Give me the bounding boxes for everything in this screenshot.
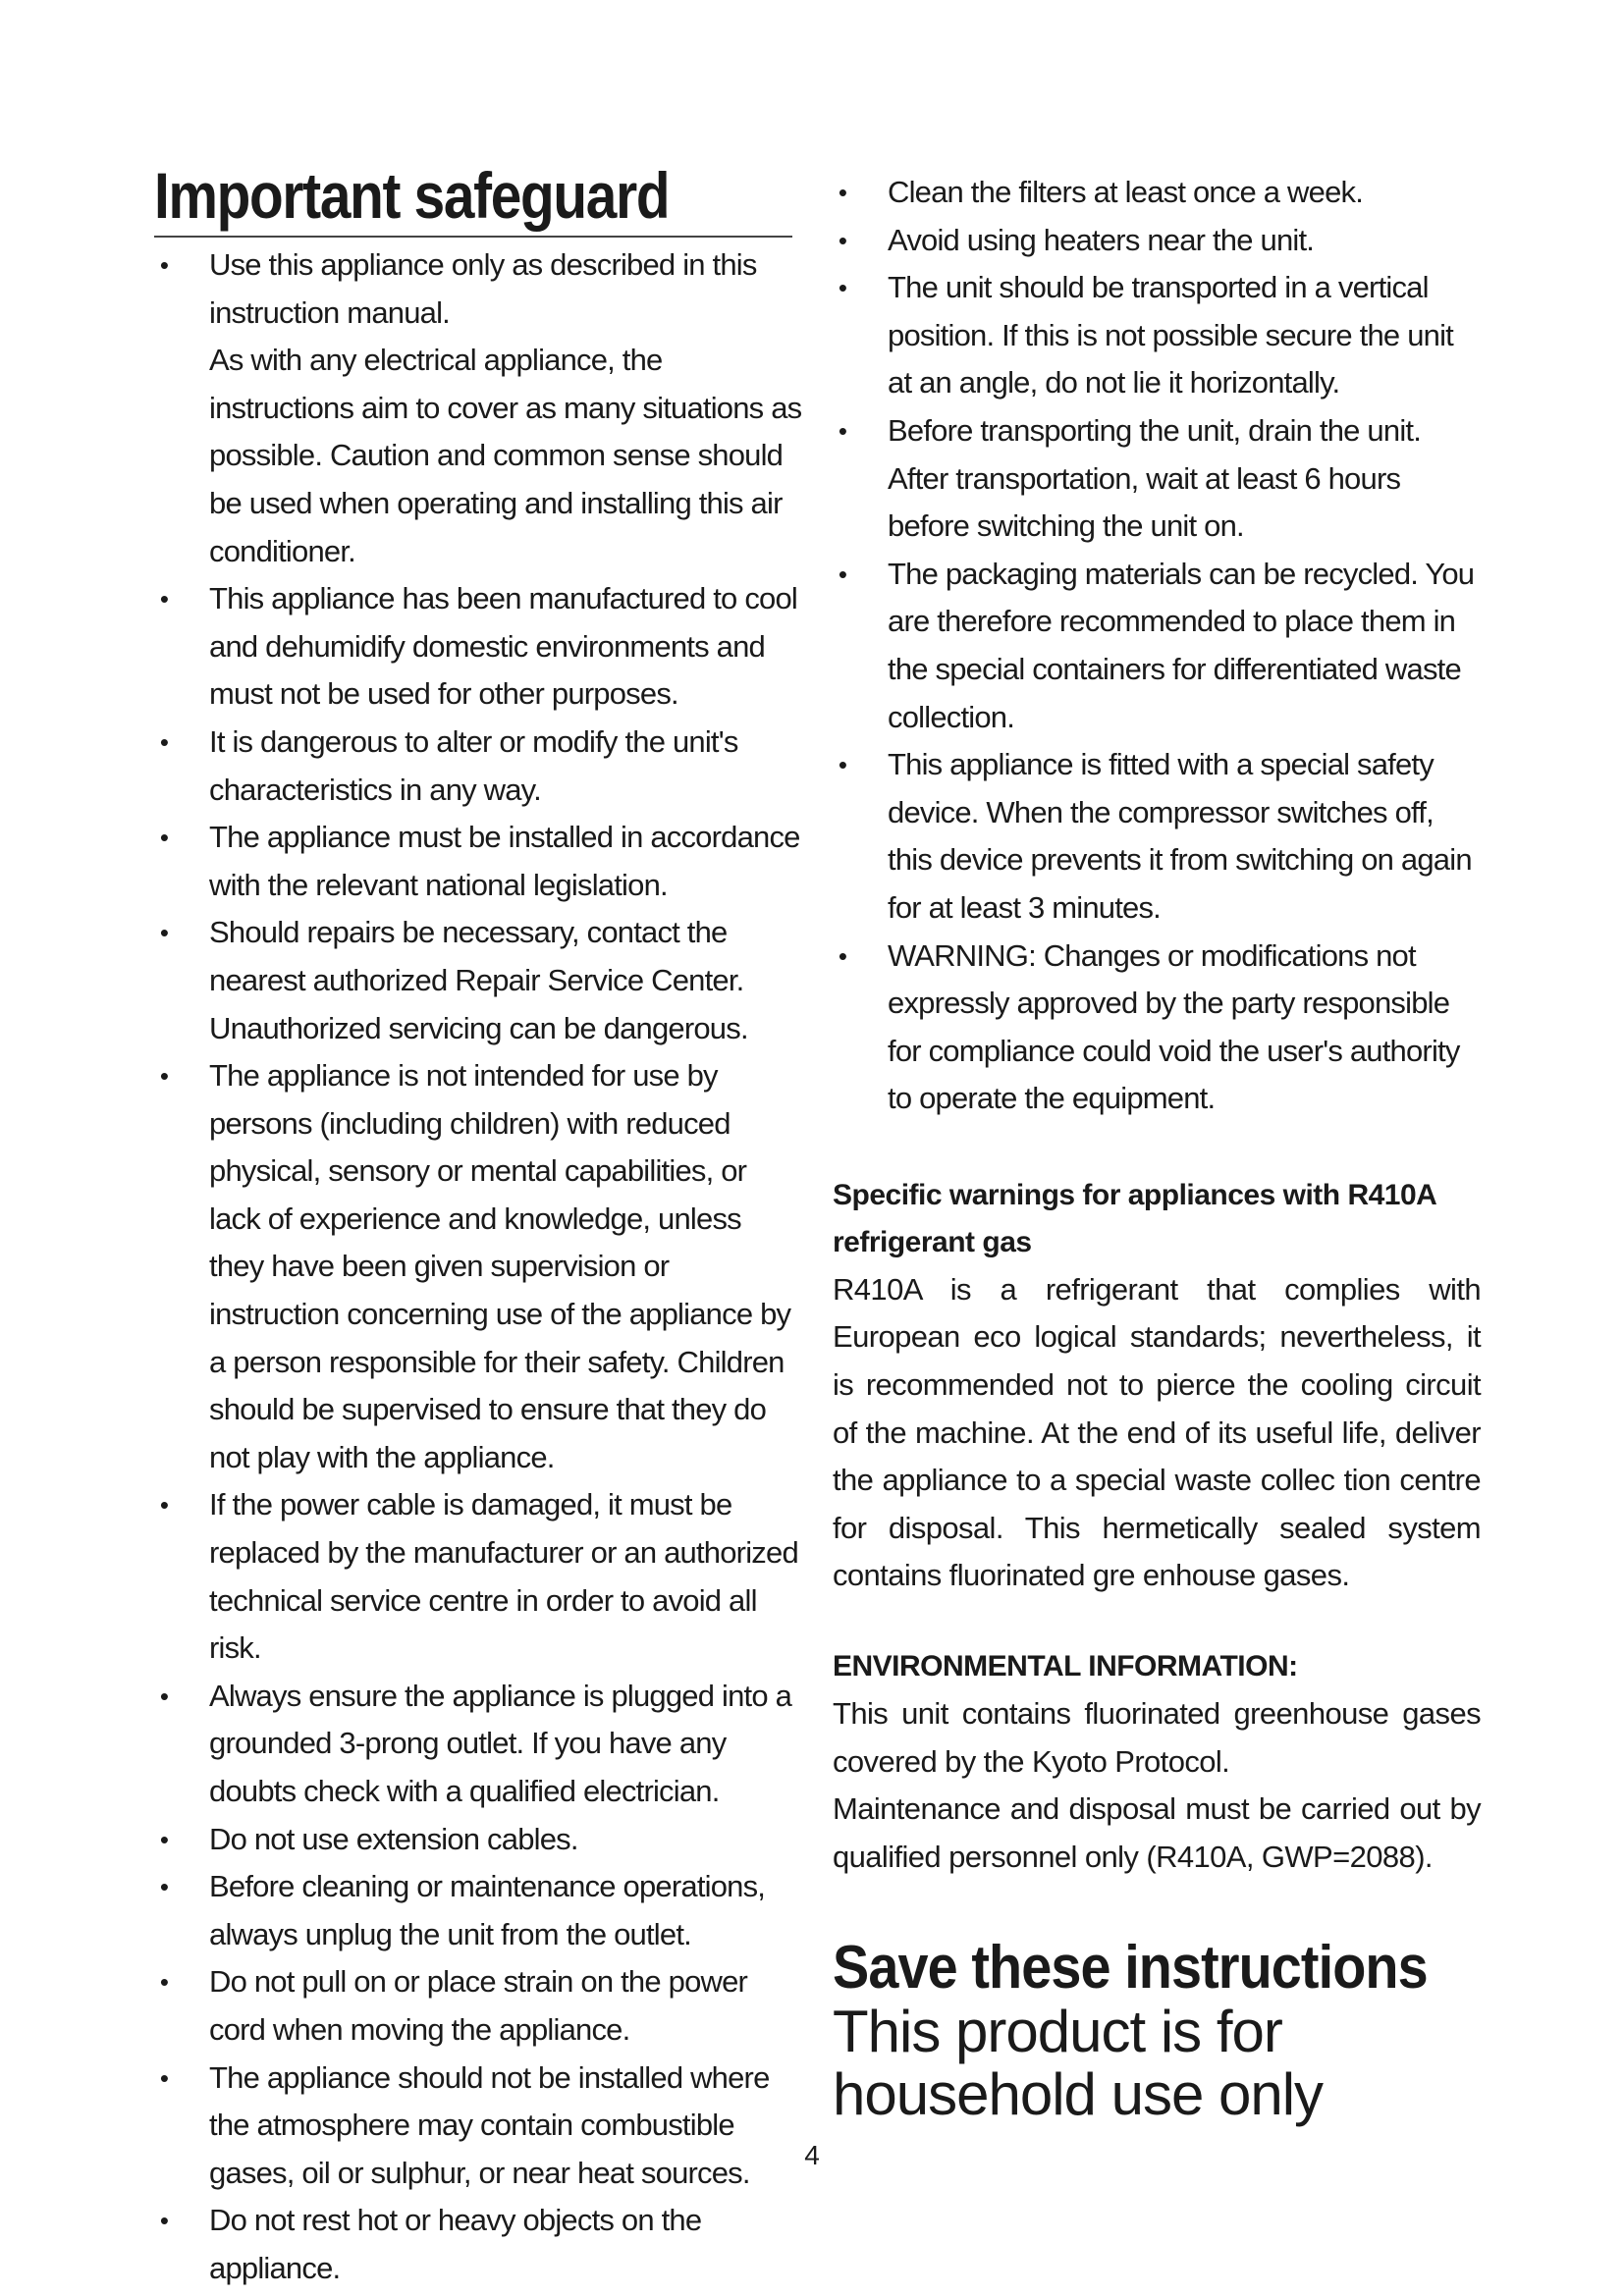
environmental-text-2: Maintenance and disposal must be carried out by qualified personnel only (R410A, GWP=2088). xyxy=(833,1791,1481,1874)
page-title: Important safeguard xyxy=(154,159,670,232)
left-column xyxy=(154,157,802,2293)
list-item: • The unit should be transported in a vertical position. If this is not possible secure the unit at an angle, do not lie it horizontally. xyxy=(833,264,1481,407)
bullet-icon: • xyxy=(159,1824,169,1854)
environmental-section xyxy=(833,1643,1481,1881)
bullet-icon: • xyxy=(159,823,169,853)
safeguard-list xyxy=(154,241,802,2293)
list-item: • If the power cable is damaged, it must be replaced by the manufacturer or an authorized technical service centre in order to avoid all risk. xyxy=(154,1481,802,1672)
title-underline xyxy=(154,236,792,238)
r410a-section xyxy=(833,1172,1481,1600)
bullet-icon: • xyxy=(159,1681,169,1711)
list-item: • Use this appliance only as described in this instruction manual. As with any electrical appliance, the instructions aim to cover as many situations as possible. Caution and common sense should be used when operating and installing this air conditioner. xyxy=(154,241,802,575)
list-item: • Do not pull on or place strain on the power cord when moving the appliance. xyxy=(154,1958,802,2054)
bullet-icon: • xyxy=(838,225,847,255)
list-item: • The appliance must be installed in accordance with the relevant national legislation. xyxy=(154,814,802,909)
environmental-heading: ENVIRONMENTAL INFORMATION: xyxy=(833,1650,1298,1683)
list-item: • The appliance should not be installed where the atmosphere may contain combustible gases, oil or sulphur, or near heat sources. xyxy=(154,2055,802,2198)
bullet-icon: • xyxy=(159,250,169,280)
r410a-heading: Specific warnings for appliances with R410A refrigerant gas xyxy=(833,1178,1436,1258)
care-list xyxy=(833,169,1481,1123)
bullet-icon: • xyxy=(159,1490,169,1521)
list-item-note: As with any electrical appliance, the instructions aim to cover as many situations as possible. Caution and common sense should be used when operating and installing this air conditioner. xyxy=(209,343,802,568)
bullet-icon: • xyxy=(159,2206,169,2236)
bullet-icon: • xyxy=(838,559,847,589)
bullet-icon: • xyxy=(159,1872,169,1902)
list-item: • This appliance is fitted with a special safety device. When the compressor switches off, this device prevents it from switching on again for at least 3 minutes. xyxy=(833,741,1481,932)
bullet-icon: • xyxy=(838,750,847,780)
r410a-text: R410A is a refrigerant that complies with European eco logical standards; nevertheless, it is recommended not to pierce the cooling circuit of the machine. At the end of its useful life, deliver the appliance to a special waste collec tion centre for disposal. This hermetically sealed system contains fluorinated gre enhouse gases. xyxy=(833,1271,1481,1593)
bullet-icon: • xyxy=(159,918,169,948)
bullet-icon: • xyxy=(159,1967,169,1998)
list-item: • Before transporting the unit, drain the unit. After transportation, wait at least 6 hours before switching the unit on. xyxy=(833,407,1481,551)
list-item: • Do not rest hot or heavy objects on the appliance. xyxy=(154,2197,802,2292)
bullet-icon: • xyxy=(159,726,169,757)
bullet-icon: • xyxy=(159,1061,169,1092)
list-item: • Clean the filters at least once a week. xyxy=(833,169,1481,217)
bullet-icon: • xyxy=(838,273,847,303)
bullet-icon: • xyxy=(838,415,847,446)
bullet-icon: • xyxy=(838,178,847,207)
list-item: • Always ensure the appliance is plugged into a grounded 3-prong outlet. If you have any doubts check with a qualified electrician. xyxy=(154,1673,802,1816)
list-item: • WARNING: Changes or modifications not expressly approved by the party responsible for compliance could void the user's authority to operate the equipment. xyxy=(833,933,1481,1123)
save-instructions-heading: Save these instructions xyxy=(833,1934,1428,2002)
environmental-text-1: This unit contains fluorinated greenhouse gases covered by the Kyoto Protocol. xyxy=(833,1696,1481,1779)
list-item: • Should repairs be necessary, contact the nearest authorized Repair Service Center. Unauthorized servicing can be dangerous. xyxy=(154,909,802,1052)
list-item: • The packaging materials can be recycled. You are therefore recommended to place them in the special containers for differentiated waste collection. xyxy=(833,551,1481,741)
list-item: • This appliance has been manufactured to cool and dehumidify domestic environments and must not be used for other purposes. xyxy=(154,575,802,719)
bullet-icon: • xyxy=(159,584,169,614)
list-item: • The appliance is not intended for use by persons (including children) with reduced physical, sensory or mental capabilities, or lack of experience and knowledge, unless they have been given supervision or instruction concerning use of the appliance by a person responsible for their safety. Children should be supervised to ensure that they do not play with the appliance. xyxy=(154,1052,802,1481)
list-item: • It is dangerous to alter or modify the unit's characteristics in any way. xyxy=(154,719,802,814)
bullet-icon: • xyxy=(159,2062,169,2093)
list-item: • Avoid using heaters near the unit. xyxy=(833,217,1481,265)
bullet-icon: • xyxy=(838,940,847,971)
list-item: • Before cleaning or maintenance operations, always unplug the unit from the outlet. xyxy=(154,1863,802,1958)
right-column xyxy=(833,169,1481,2126)
household-use-note: This product is for household use only xyxy=(833,1999,1324,2128)
list-item: • Do not use extension cables. xyxy=(154,1816,802,1864)
page-number: 4 xyxy=(804,2140,820,2170)
